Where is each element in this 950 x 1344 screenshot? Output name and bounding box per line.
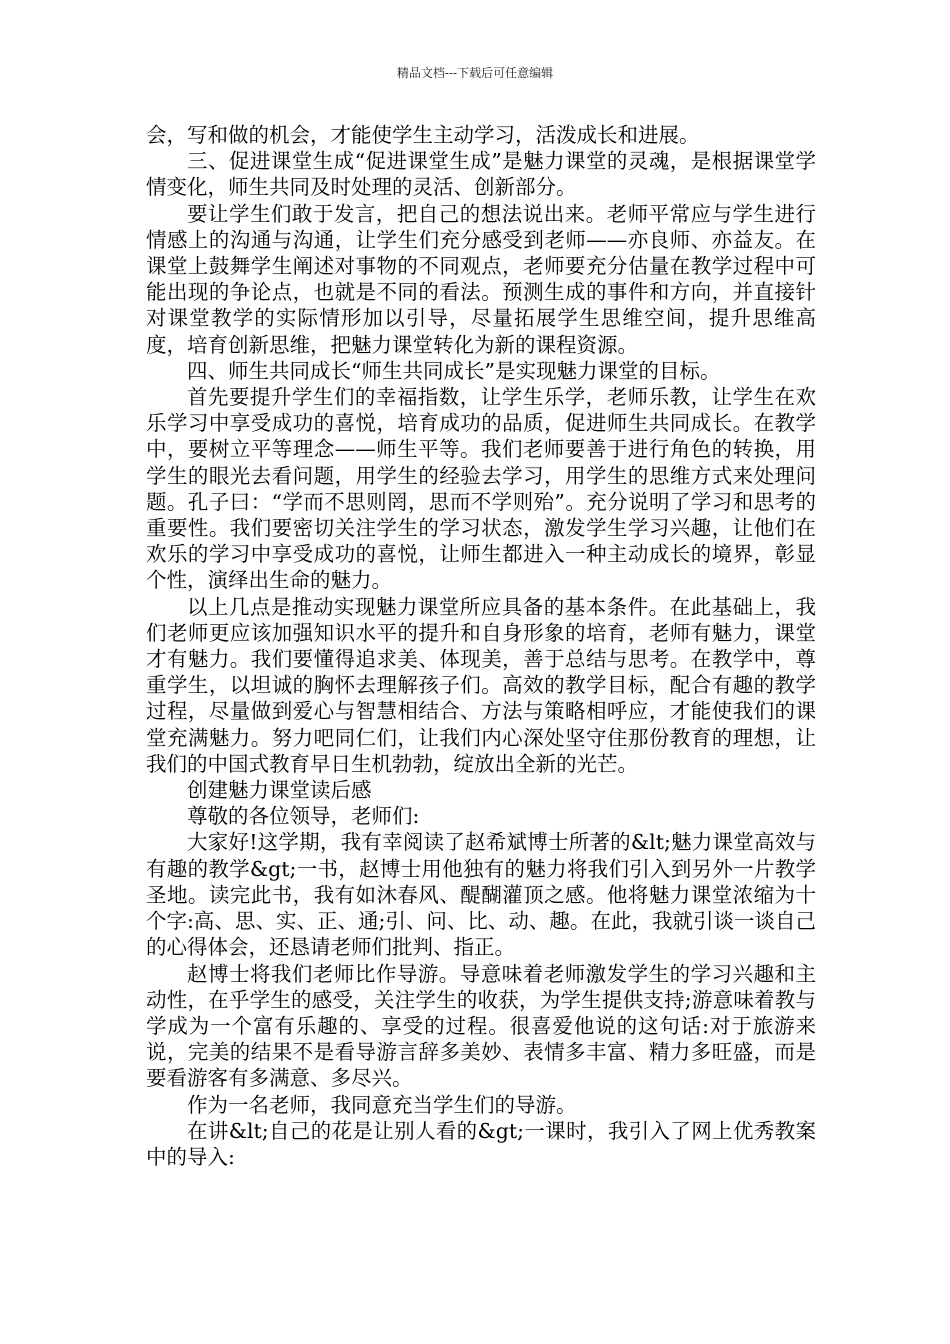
paragraph: 要让学生们敢于发言，把自己的想法说出来。老师平常应与学生进行情感上的沟通与沟通，让学生们充分感受到老师——亦良师、亦益友。在课堂上鼓舞学生阐述对事物的不同观点，老师要充分估量在教学过程中可能出现的争论点，也就是不同的看法。预测生成的事件和方向，并直接针对课堂教学的实际情形加以引导，尽量拓展学生思维空间，提升思维高度，培育创新思维，把魅力课堂转化为新的课程资源。: [146, 201, 816, 357]
paragraph: 赵博士将我们老师比作导游。导意味着老师激发学生的学习兴趣和主动性，在乎学生的感受，关注学生的收获，为学生提供支持;游意味着教与学成为一个富有乐趣的、享受的过程。很喜爱他说的这句话:对于旅游来说，完美的结果不是看导游言辞多美妙、表情多丰富、精力多旺盛，而是要看游客有多满意、多尽兴。: [146, 961, 816, 1091]
paragraph: 三、促进课堂生成“促进课堂生成”是魅力课堂的灵魂，是根据课堂学情变化，师生共同及时处理的灵活、创新部分。: [146, 149, 816, 200]
document-body: [146, 122, 816, 1170]
paragraph: 四、师生共同成长“师生共同成长”是实现魅力课堂的目标。: [187, 358, 721, 383]
paragraph: 会，写和做的机会，才能使学生主动学习，活泼成长和进展。: [146, 123, 700, 147]
salutation: 尊敬的各位领导，老师们:: [187, 804, 420, 829]
paragraph: 以上几点是推动实现魅力课堂所应具备的基本条件。在此基础上，我们老师更应该加强知识水平的提升和自身形象的培育，老师有魅力，课堂才有魅力。我们要懂得追求美、体现美，善于总结与思考。在教学中，尊重学生，以坦诚的胸怀去理解孩子们。高效的教学目标，配合有趣的教学过程，尽量做到爱心与智慧相结合、方法与策略相呼应，才能使我们的课堂充满魅力。努力吧同仁们，让我们内心深处坚守住那份教育的理想，让我们的中国式教育早日生机勃勃，绽放出全新的光芒。: [146, 594, 816, 776]
paragraph: 作为一名老师，我同意充当学生们的导游。: [187, 1092, 577, 1117]
section-title: 创建魅力课堂读后感: [187, 778, 372, 803]
paragraph: 大家好!这学期，我有幸阅读了赵希斌博士所著的&lt;魅力课堂高效与有趣的教学&gt;一书，赵博士用他独有的魅力将我们引入到另外一片教学圣地。读完此书，我有如沐春风、醍醐灌顶之感。他将魅力课堂浓缩为十个字:高、思、实、正、通;引、问、比、动、趣。在此，我就引谈一谈自己的心得体会，还恳请老师们批判、指正。: [146, 830, 816, 960]
paragraph: 在讲&lt;自己的花是让别人看的&gt;一课时，我引入了网上优秀教案中的导入:: [146, 1118, 816, 1169]
page-header: 精品文档---下载后可任意编辑: [396, 66, 554, 80]
paragraph: 首先要提升学生们的幸福指数，让学生乐学，老师乐教，让学生在欢乐学习中享受成功的喜悦，培育成功的品质，促进师生共同成长。在教学中，要树立平等理念——师生平等。我们老师要善于进行角色的转换，用学生的眼光去看问题，用学生的经验去学习，用学生的思维方式来处理问题。孔子曰：“学而不思则罔，思而不学则殆”。充分说明了学习和思考的重要性。我们要密切关注学生的学习状态，激发学生学习兴趣，让他们在欢乐的学习中享受成功的喜悦，让师生都进入一种主动成长的境界，彰显个性，演绎出生命的魅力。: [146, 385, 816, 593]
